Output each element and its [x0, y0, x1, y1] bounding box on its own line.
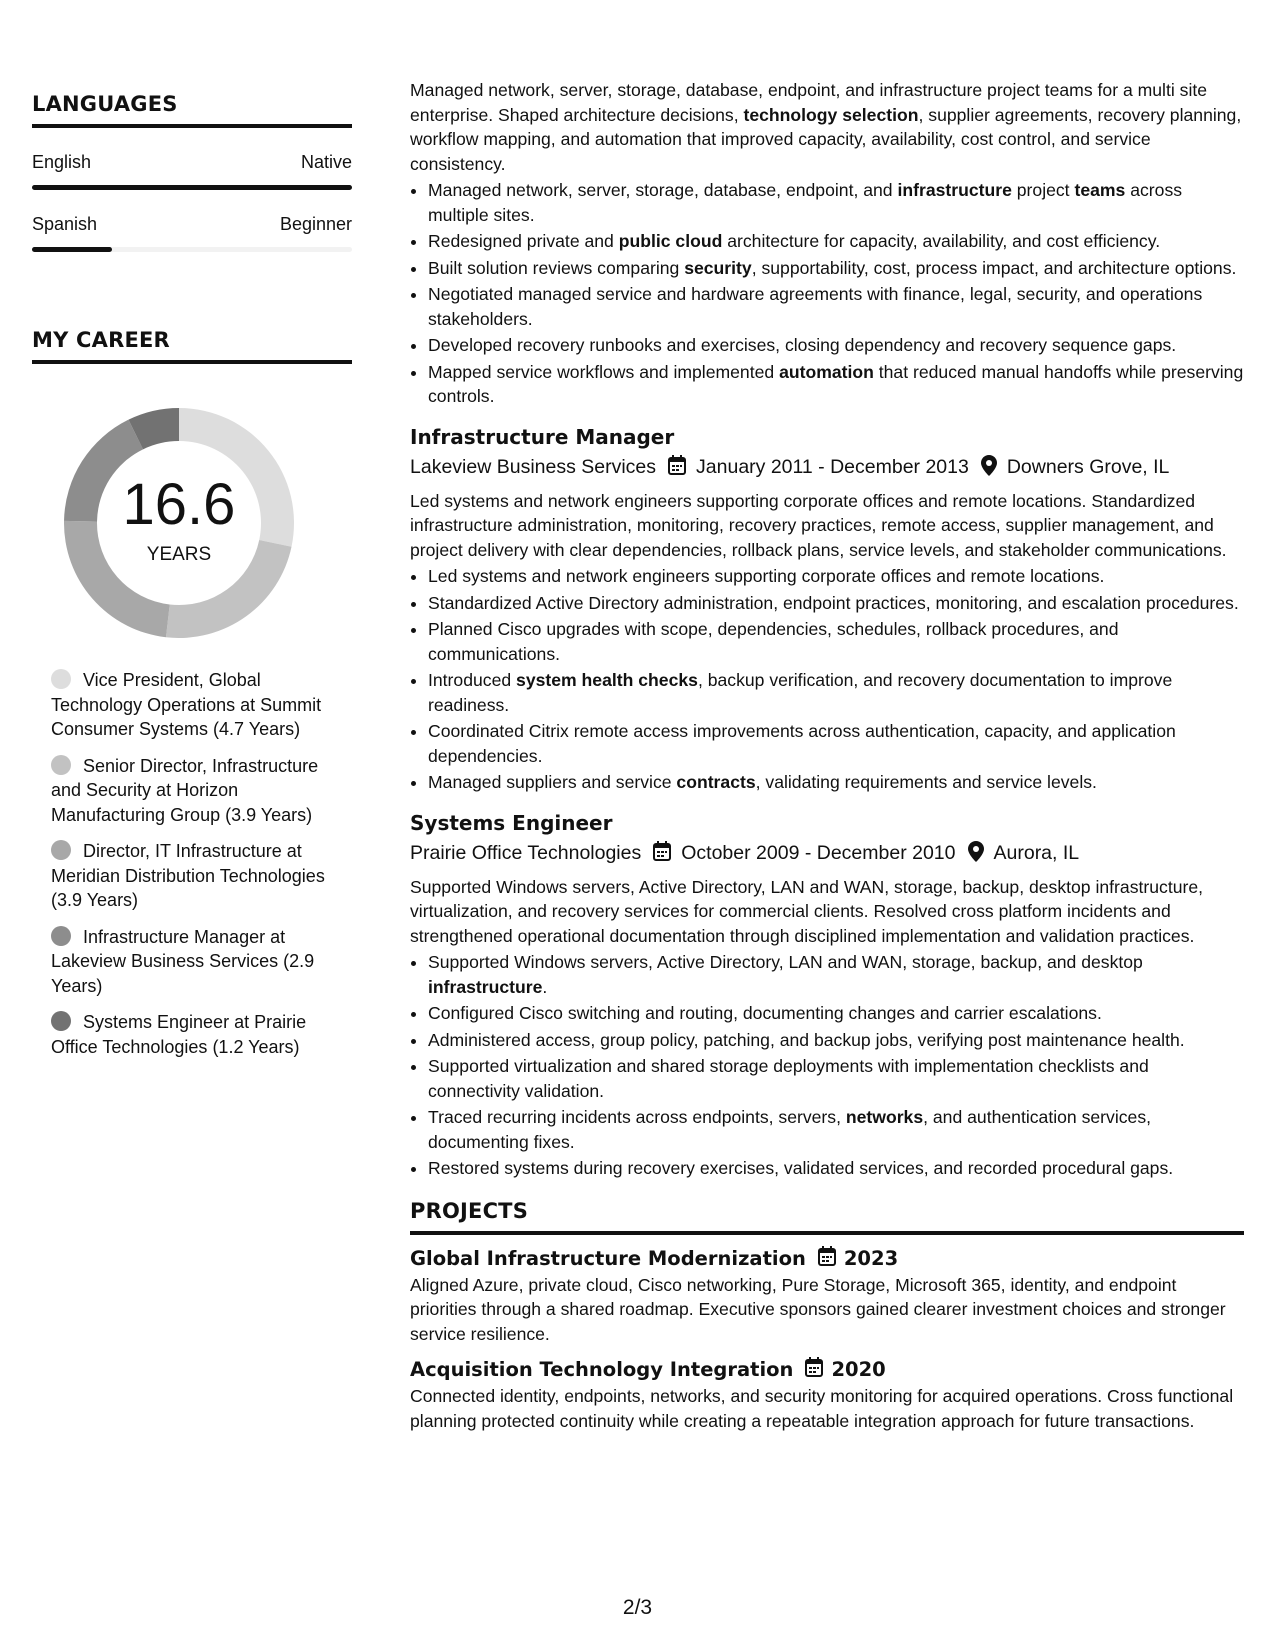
bullet-item: • Administered access, group policy, patching, and backup jobs, verifying post maintenance health.	[428, 1028, 1244, 1053]
role-location: Downers Grove, IL	[1006, 456, 1170, 478]
role-title: Infrastructure Manager	[410, 424, 675, 449]
bullet-item: • Led systems and network engineers supporting corporate offices and remote locations.	[428, 564, 1244, 589]
role-company: Lakeview Business Services	[410, 456, 657, 478]
donut-slice	[64, 521, 170, 637]
project-description: Connected identity, endpoints, networks, and security monitoring for acquired operations. Cross functional planning protected continuity while creating a repeatable integration approach for future transactions.	[410, 1386, 1234, 1431]
bullet-item: • Introduced system health checks, backup verification, and recovery documentation to improve readiness.	[428, 668, 1244, 717]
project-year: 2020	[831, 1358, 886, 1381]
role-summary: Led systems and network engineers supporting corporate offices and remote locations. Standardized infrastructure administration, monitoring, recovery practices, remote access, supplier management, and project delivery with clear dependencies, rollback plans, service levels, and stakeholder communications.	[410, 490, 1227, 560]
bullet-item: • Planned Cisco upgrades with scope, dependencies, schedules, rollback procedures, and communications.	[428, 617, 1244, 666]
role-meta	[410, 453, 1244, 482]
language-level: Native	[300, 152, 352, 172]
bullet-item: • Coordinated Citrix remote access improvements across authentication, capacity, and application dependencies.	[428, 719, 1244, 768]
career-legend	[51, 668, 335, 1059]
role-meta	[410, 839, 1244, 868]
legend-label: Infrastructure Manager at Lakeview Business Services (2.9 Years)	[51, 926, 315, 996]
project-entry	[410, 1356, 1244, 1433]
legend-label: Vice President, Global Technology Operations at Summit Consumer Systems (4.7 Years)	[51, 670, 322, 739]
bullet-item: • Managed suppliers and service contracts, validating requirements and service levels.	[428, 770, 1244, 795]
language-item	[32, 214, 352, 252]
career-donut-chart	[64, 408, 294, 638]
bullet-item: • Mapped service workflows and implemented automation that reduced manual handoffs while preserving controls.	[428, 360, 1244, 409]
career-legend-item	[51, 754, 335, 828]
location-pin-icon	[981, 455, 997, 484]
language-level: Beginner	[279, 214, 352, 234]
project-title-row	[410, 1356, 1244, 1384]
project-title: Global Infrastructure Modernization	[410, 1246, 806, 1270]
project-year: 2023	[843, 1246, 899, 1270]
career-legend-item	[51, 668, 335, 742]
project-entry	[410, 1245, 1244, 1347]
bullet-item: • Restored systems during recovery exercises, validated services, and recorded procedural gaps.	[428, 1156, 1244, 1181]
role-dates: October 2009 - December 2010	[681, 842, 956, 864]
role-dates: January 2011 - December 2013	[696, 456, 969, 478]
legend-dot	[51, 669, 71, 689]
calendar-icon	[668, 455, 686, 483]
project-title-row	[410, 1245, 1244, 1273]
calendar-icon	[653, 841, 671, 869]
main-content	[410, 78, 1244, 1433]
bullet-item: • Traced recurring incidents across endpoints, servers, networks, and authentication services, documenting fixes.	[428, 1105, 1244, 1154]
bullet-item: • Configured Cisco switching and routing, documenting changes and carrier escalations.	[428, 1001, 1244, 1026]
role-bullets	[410, 950, 1244, 1181]
bullet-item: • Redesigned private and public cloud architecture for capacity, availability, and cost efficiency.	[428, 229, 1244, 254]
legend-label: Systems Engineer at Prairie Office Technologies (1.2 Years)	[51, 1012, 307, 1057]
career-legend-item	[51, 1010, 335, 1059]
legend-dot	[51, 1011, 71, 1031]
bullet-item: • Supported Windows servers, Active Directory, LAN and WAN, storage, backup, and desktop infrastructure.	[428, 950, 1244, 999]
language-name: English	[32, 152, 92, 172]
role-location: Aurora, IL	[993, 842, 1080, 864]
projects-heading: PROJECTS	[410, 1199, 1244, 1235]
project-description: Aligned Azure, private cloud, Cisco networking, Pure Storage, Microsoft 365, identity, and endpoint priorities through a shared roadmap. Executive sponsors gained clearer investment choices and stronger service resilience.	[410, 1274, 1226, 1344]
bullet-item: • Standardized Active Directory administration, endpoint practices, monitoring, and escalation procedures.	[428, 591, 1244, 616]
career-heading: MY CAREER	[32, 328, 352, 364]
role-company: Prairie Office Technologies	[410, 842, 642, 864]
career-legend-item	[51, 839, 335, 913]
language-item	[32, 152, 352, 190]
bullet-item: • Developed recovery runbooks and exercises, closing dependency and recovery sequence gaps.	[428, 333, 1244, 358]
legend-label: Senior Director, Infrastructure and Security at Horizon Manufacturing Group (3.9 Years)	[51, 755, 319, 825]
language-proficiency-fill	[32, 185, 352, 190]
bullet-item: • Built solution reviews comparing security, supportability, cost, process impact, and architecture options.	[428, 256, 1244, 281]
language-proficiency-fill	[32, 247, 112, 252]
career-total-years: 16.6	[122, 472, 236, 537]
legend-label: Director, IT Infrastructure at Meridian Distribution Technologies (3.9 Years)	[51, 841, 325, 910]
career-legend-item	[51, 925, 335, 999]
bullet-item: • Supported virtualization and shared storage deployments with implementation checklists and connectivity validation.	[428, 1054, 1244, 1103]
bullet-item: • Negotiated managed service and hardware agreements with finance, legal, security, and operations stakeholders.	[428, 282, 1244, 331]
intro-summary: Managed network, server, storage, database, endpoint, and infrastructure project teams for a multi site enterprise. Shaped architecture decisions, technology selection, supplier agreements, recovery planning, workflow mapping, and automation that improved capacity, availability, cost control, and service consistency.	[410, 80, 1242, 174]
legend-dot	[51, 840, 71, 860]
language-proficiency-bar	[32, 185, 352, 190]
languages-heading: LANGUAGES	[32, 92, 352, 128]
calendar-icon	[818, 1246, 836, 1274]
language-proficiency-bar	[32, 247, 352, 252]
page-number: 2/3	[622, 1596, 653, 1619]
role-summary: Supported Windows servers, Active Directory, LAN and WAN, storage, backup, desktop infrastructure, virtualization, and recovery services for commercial clients. Resolved cross platform incidents and strengthened operational documentation through disciplined implementation and validation practices.	[410, 876, 1204, 946]
intro-bullets	[410, 178, 1244, 409]
legend-dot	[51, 755, 71, 775]
language-name: Spanish	[32, 214, 98, 234]
sidebar	[32, 92, 352, 1071]
role-title: Systems Engineer	[410, 810, 613, 835]
role-entry	[410, 423, 1244, 795]
role-entry	[410, 809, 1244, 1181]
calendar-icon	[805, 1357, 823, 1385]
career-years-unit: YEARS	[146, 544, 212, 565]
project-title: Acquisition Technology Integration	[410, 1358, 794, 1381]
legend-dot	[51, 926, 71, 946]
role-bullets	[410, 564, 1244, 795]
location-pin-icon	[968, 841, 984, 870]
bullet-item: • Managed network, server, storage, database, endpoint, and infrastructure project teams across multiple sites.	[428, 178, 1244, 227]
